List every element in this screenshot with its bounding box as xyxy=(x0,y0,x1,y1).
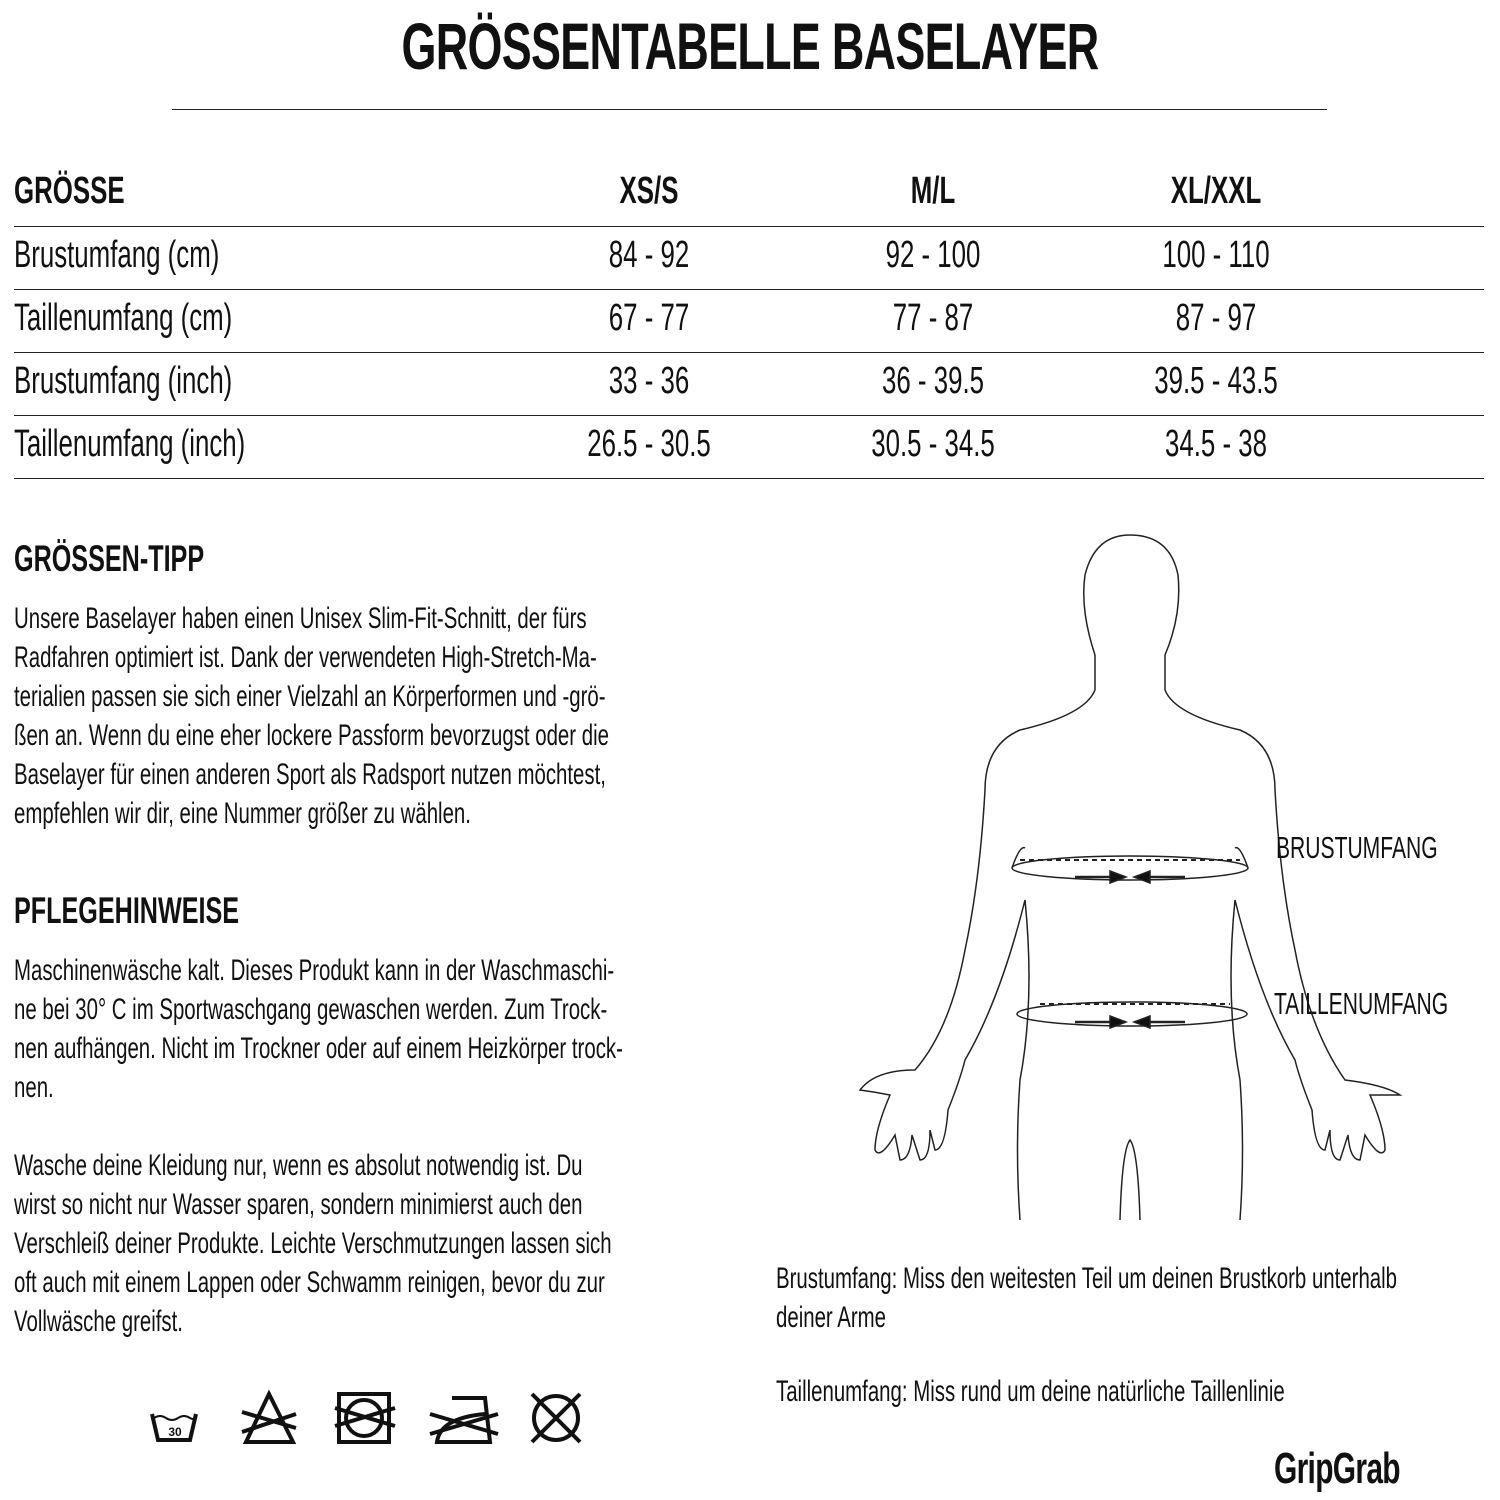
no-bleach-icon xyxy=(242,1394,296,1442)
table-row-label: Taillenumfang (cm) xyxy=(14,297,233,339)
table-cell: 33 - 36 xyxy=(608,360,690,402)
text-line: Maschinenwäsche kalt. Dieses Produkt kann in der Waschmaschi- xyxy=(14,954,615,987)
care-text-2 xyxy=(14,1146,612,1341)
text-line: Verschleiß deiner Produkte. Leichte Verschmutzungen lassen sich xyxy=(14,1227,612,1260)
table-row-label: Taillenumfang (inch) xyxy=(14,423,246,465)
body-outline xyxy=(1084,535,1400,1220)
no-iron-icon xyxy=(430,1398,498,1442)
care-heading: PFLEGEHINWEISE xyxy=(14,890,240,931)
table-cell: 34.5 - 38 xyxy=(1165,423,1267,465)
table-row-label: Brustumfang (cm) xyxy=(14,234,220,276)
text-line: Radfahren optimiert ist. Dank der verwendeten High-Stretch-Ma- xyxy=(14,641,597,674)
table-cell: 30.5 - 34.5 xyxy=(871,423,995,465)
table-cell: 26.5 - 30.5 xyxy=(587,423,711,465)
text-line: Unsere Baselayer haben einen Unisex Slim-Fit-Schnitt, der fürs xyxy=(14,602,587,635)
body-outline-left xyxy=(860,655,1095,1220)
no-tumble-dry-icon xyxy=(335,1394,395,1442)
text-line: Wasche deine Kleidung nur, wenn es absolut notwendig ist. Du xyxy=(14,1149,583,1182)
size-tip-heading: GRÖSSEN-TIPP xyxy=(14,538,205,579)
table-cell: 36 - 39.5 xyxy=(882,360,984,402)
svg-text:30: 30 xyxy=(168,1425,182,1439)
page-title: GRÖSSENTABELLE BASELAYER xyxy=(401,9,1099,83)
table-divider xyxy=(14,415,1484,416)
care-text xyxy=(14,951,623,1107)
chest-label: BRUSTUMFANG xyxy=(1276,830,1438,865)
table-cell: 77 - 87 xyxy=(892,297,974,339)
waist-measure xyxy=(1017,1002,1247,1028)
leg-gap xyxy=(1120,1140,1140,1220)
table-header-size: GRÖSSE xyxy=(14,170,125,212)
table-row-label: Brustumfang (inch) xyxy=(14,360,233,402)
gripgrab-logo: GripGrab xyxy=(1274,1444,1400,1493)
body-figure xyxy=(850,530,1410,1230)
text-line: terialien passen sie sich einer Vielzahl an Körperformen und -grö- xyxy=(14,680,606,713)
title-divider xyxy=(172,109,1327,110)
table-cell: 67 - 77 xyxy=(608,297,690,339)
text-line: Baselayer für einen anderen Sport als Radsport nutzen möchtest, xyxy=(14,758,606,791)
table-divider xyxy=(14,352,1484,353)
text-line: wirst so nicht nur Wasser sparen, sondern minimierst auch den xyxy=(14,1188,583,1221)
text-line: nen. xyxy=(14,1071,54,1104)
chest-measure xyxy=(1012,848,1248,883)
table-cell: 92 - 100 xyxy=(885,234,981,276)
table-divider xyxy=(14,289,1484,290)
care-icons xyxy=(140,1380,600,1460)
table-divider xyxy=(14,226,1484,227)
text-line: oft auch mit einem Lappen oder Schwamm reinigen, bevor du zur xyxy=(14,1266,605,1299)
table-cell: 84 - 92 xyxy=(608,234,690,276)
table-cell: 39.5 - 43.5 xyxy=(1154,360,1278,402)
waist-note: Taillenumfang: Miss rund um deine natürliche Taillenlinie xyxy=(776,1375,1285,1408)
text-line: Brustumfang: Miss den weitesten Teil um deinen Brustkorb unterhalb xyxy=(776,1262,1398,1295)
no-dry-clean-icon xyxy=(532,1394,580,1442)
table-header-xs-s: XS/S xyxy=(619,170,679,212)
table-divider xyxy=(14,478,1484,479)
waist-label: TAILLENUMFANG xyxy=(1274,986,1449,1021)
table-cell: 87 - 97 xyxy=(1175,297,1257,339)
wash-30-icon xyxy=(152,1414,196,1440)
text-line: Vollwäsche greifst. xyxy=(14,1305,183,1338)
text-line: deiner Arme xyxy=(776,1301,886,1334)
table-header-xl-xxl: XL/XXL xyxy=(1170,170,1262,212)
text-line: ßen an. Wenn du eine eher lockere Passform bevorzugst oder die xyxy=(14,719,609,752)
text-line: empfehlen wir dir, eine Nummer größer zu wählen. xyxy=(14,797,471,830)
size-tip-text xyxy=(14,599,609,833)
text-line: nen aufhängen. Nicht im Trockner oder auf einem Heizkörper trock- xyxy=(14,1032,623,1065)
chest-note xyxy=(776,1259,1397,1337)
table-header-m-l: M/L xyxy=(910,170,956,212)
text-line: ne bei 30° C im Sportwaschgang gewaschen werden. Zum Trock- xyxy=(14,993,608,1026)
table-cell: 100 - 110 xyxy=(1162,234,1270,276)
